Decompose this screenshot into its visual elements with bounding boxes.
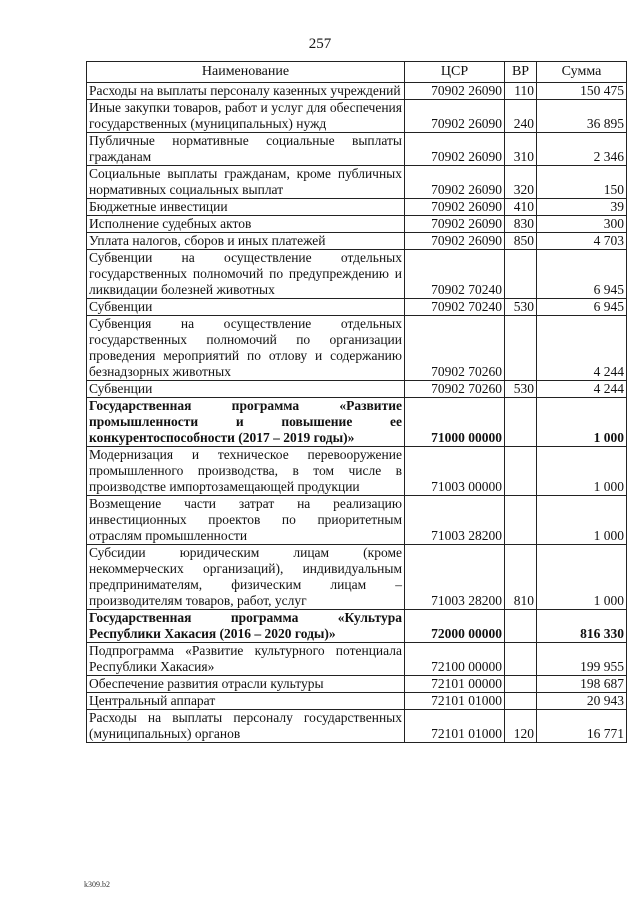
row-csr-cell: 70902 70240 — [405, 299, 505, 316]
row-name-cell: Государственная программа «Культура Республики Хакасия (2016 – 2020 годы)» — [87, 610, 405, 643]
row-name-cell: Расходы на выплаты персоналу государственных (муниципальных) органов — [87, 710, 405, 743]
row-name-cell: Уплата налогов, сборов и иных платежей — [87, 233, 405, 250]
row-name-cell: Подпрограмма «Развитие культурного потенциала Республики Хакасия» — [87, 643, 405, 676]
row-vr-cell — [505, 693, 537, 710]
row-sum-cell: 816 330 — [537, 610, 627, 643]
row-vr-cell: 320 — [505, 166, 537, 199]
table-row — [87, 316, 627, 381]
row-sum-cell: 150 — [537, 166, 627, 199]
table-row — [87, 643, 627, 676]
row-sum-cell: 20 943 — [537, 693, 627, 710]
row-name-cell: Иные закупки товаров, работ и услуг для обеспечения государственных (муниципальных) нужд — [87, 100, 405, 133]
table-row — [87, 299, 627, 316]
footer-code: k309.b2 — [84, 880, 110, 889]
table-row — [87, 693, 627, 710]
row-vr-cell — [505, 496, 537, 545]
row-vr-cell — [505, 676, 537, 693]
row-sum-cell: 1 000 — [537, 496, 627, 545]
row-name-cell: Субвенции на осуществление отдельных государственных полномочий по предупреждению и ликвидации болезней животных — [87, 250, 405, 299]
budget-table — [86, 61, 627, 743]
row-name-cell: Субвенции — [87, 381, 405, 398]
row-name-cell: Субсидии юридическим лицам (кроме некоммерческих организаций), индивидуальным предпринимателям, физическим лицам – производителям товаров, работ, услуг — [87, 545, 405, 610]
row-csr-cell: 70902 26090 — [405, 100, 505, 133]
row-name-cell: Расходы на выплаты персоналу казенных учреждений — [87, 83, 405, 100]
table-row — [87, 676, 627, 693]
row-sum-cell: 39 — [537, 199, 627, 216]
table-body — [87, 83, 627, 743]
row-csr-cell: 70902 26090 — [405, 83, 505, 100]
row-sum-cell: 1 000 — [537, 447, 627, 496]
row-csr-cell: 70902 26090 — [405, 216, 505, 233]
row-csr-cell: 71000 00000 — [405, 398, 505, 447]
row-vr-cell — [505, 447, 537, 496]
table-row — [87, 545, 627, 610]
table-row — [87, 133, 627, 166]
table-row — [87, 216, 627, 233]
row-vr-cell: 850 — [505, 233, 537, 250]
row-csr-cell: 72100 00000 — [405, 643, 505, 676]
row-vr-cell — [505, 610, 537, 643]
table-row — [87, 381, 627, 398]
row-sum-cell: 6 945 — [537, 250, 627, 299]
table-row — [87, 199, 627, 216]
row-name-cell: Исполнение судебных актов — [87, 216, 405, 233]
table-row — [87, 166, 627, 199]
row-name-cell: Модернизация и техническое перевооружение промышленного производства, в том числе в производстве импортозамещающей продукции — [87, 447, 405, 496]
table-row — [87, 100, 627, 133]
row-vr-cell — [505, 398, 537, 447]
row-sum-cell: 4 244 — [537, 316, 627, 381]
row-vr-cell: 810 — [505, 545, 537, 610]
table-row — [87, 233, 627, 250]
table-row — [87, 83, 627, 100]
row-csr-cell: 72101 00000 — [405, 676, 505, 693]
row-csr-cell: 71003 00000 — [405, 447, 505, 496]
row-sum-cell: 4 244 — [537, 381, 627, 398]
row-sum-cell: 1 000 — [537, 545, 627, 610]
header-csr: ЦСР — [405, 62, 505, 83]
table-row — [87, 710, 627, 743]
row-vr-cell — [505, 643, 537, 676]
row-vr-cell — [505, 250, 537, 299]
row-csr-cell: 70902 26090 — [405, 166, 505, 199]
row-csr-cell: 70902 70260 — [405, 316, 505, 381]
header-name: Наименование — [87, 62, 405, 83]
row-vr-cell — [505, 316, 537, 381]
row-sum-cell: 2 346 — [537, 133, 627, 166]
row-name-cell: Государственная программа «Развитие промышленности и повышение ее конкурентоспособности (2017 – 2019 годы)» — [87, 398, 405, 447]
row-name-cell: Субвенции — [87, 299, 405, 316]
row-csr-cell: 72000 00000 — [405, 610, 505, 643]
row-sum-cell: 6 945 — [537, 299, 627, 316]
header-vr: ВР — [505, 62, 537, 83]
page-number: 257 — [308, 36, 332, 52]
table-row — [87, 250, 627, 299]
row-name-cell: Субвенция на осуществление отдельных государственных полномочий по организации проведения мероприятий по отлову и содержанию безнадзорных животных — [87, 316, 405, 381]
table-row — [87, 447, 627, 496]
row-csr-cell: 71003 28200 — [405, 496, 505, 545]
row-vr-cell: 240 — [505, 100, 537, 133]
row-name-cell: Публичные нормативные социальные выплаты гражданам — [87, 133, 405, 166]
table-row — [87, 610, 627, 643]
row-csr-cell: 70902 70240 — [405, 250, 505, 299]
row-sum-cell: 300 — [537, 216, 627, 233]
row-vr-cell: 120 — [505, 710, 537, 743]
row-sum-cell: 150 475 — [537, 83, 627, 100]
table-header-row — [87, 62, 627, 83]
row-name-cell: Социальные выплаты гражданам, кроме публичных нормативных социальных выплат — [87, 166, 405, 199]
row-vr-cell: 530 — [505, 381, 537, 398]
row-csr-cell: 70902 26090 — [405, 133, 505, 166]
row-sum-cell: 198 687 — [537, 676, 627, 693]
row-vr-cell: 110 — [505, 83, 537, 100]
row-sum-cell: 4 703 — [537, 233, 627, 250]
row-csr-cell: 71003 28200 — [405, 545, 505, 610]
row-csr-cell: 70902 70260 — [405, 381, 505, 398]
row-sum-cell: 16 771 — [537, 710, 627, 743]
row-csr-cell: 70902 26090 — [405, 233, 505, 250]
header-sum: Сумма — [537, 62, 627, 83]
table-row — [87, 398, 627, 447]
table-row — [87, 496, 627, 545]
row-name-cell: Бюджетные инвестиции — [87, 199, 405, 216]
row-csr-cell: 72101 01000 — [405, 693, 505, 710]
row-vr-cell: 410 — [505, 199, 537, 216]
row-name-cell: Возмещение части затрат на реализацию инвестиционных проектов по приоритетным отраслям промышленности — [87, 496, 405, 545]
row-name-cell: Центральный аппарат — [87, 693, 405, 710]
row-csr-cell: 72101 01000 — [405, 710, 505, 743]
row-sum-cell: 36 895 — [537, 100, 627, 133]
row-vr-cell: 310 — [505, 133, 537, 166]
row-name-cell: Обеспечение развития отрасли культуры — [87, 676, 405, 693]
row-sum-cell: 1 000 — [537, 398, 627, 447]
row-sum-cell: 199 955 — [537, 643, 627, 676]
row-csr-cell: 70902 26090 — [405, 199, 505, 216]
row-vr-cell: 830 — [505, 216, 537, 233]
row-vr-cell: 530 — [505, 299, 537, 316]
